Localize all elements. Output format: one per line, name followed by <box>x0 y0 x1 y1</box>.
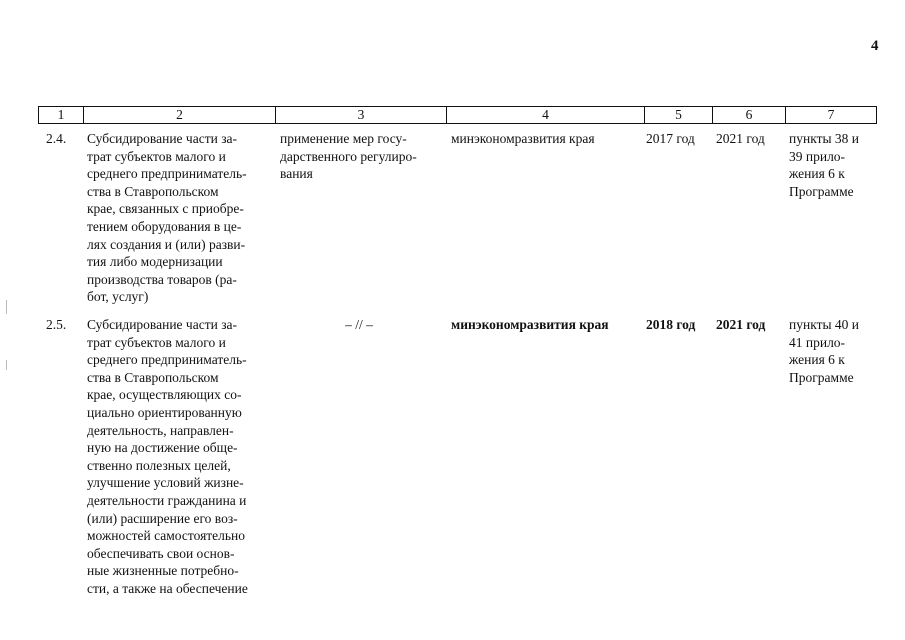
header-col-4: 4 <box>446 107 644 123</box>
table-header-row <box>38 106 877 124</box>
header-col-6: 6 <box>712 107 785 123</box>
header-col-7: 7 <box>785 107 876 123</box>
row-end-year: 2021 год <box>716 131 765 146</box>
header-col-1: 1 <box>57 107 65 122</box>
page-number: 4 <box>871 38 879 54</box>
scan-artifact <box>6 360 7 370</box>
row-executor: минэкономразвития края <box>451 131 595 146</box>
row-number: 2.4. <box>46 131 67 146</box>
row-number: 2.5. <box>46 317 67 332</box>
row-measure: – // – <box>345 317 373 332</box>
header-col-3: 3 <box>275 107 446 123</box>
scan-artifact <box>6 300 7 314</box>
row-end-year: 2021 год <box>716 317 766 332</box>
row-description: Субсидирование части за- трат субъектов малого и среднего предприниматель- ства в Ставропольском крае, связанных с приобре- тением оборудования в це- лях создания и (или) разви- тия либо модернизации производства товаров (ра- бот, услуг) <box>87 131 247 305</box>
row-references: пункты 38 и 39 прило- жения 6 к Программе <box>789 131 860 199</box>
row-references: пункты 40 и 41 прило- жения 6 к Программе <box>789 317 860 385</box>
row-executor: минэкономразвития края <box>451 317 609 332</box>
row-start-year: 2017 год <box>646 131 695 146</box>
row-start-year: 2018 год <box>646 317 696 332</box>
row-measure: применение мер госу- дарственного регулиро- вания <box>280 131 417 182</box>
header-col-5: 5 <box>644 107 712 123</box>
header-col-2: 2 <box>83 107 275 123</box>
row-description: Субсидирование части за- трат субъектов малого и среднего предприниматель- ства в Ставропольском крае, осуществляющих со- циально ориентированную деятельность, направлен- ную на достижение обще- ственно полезных целей, улучшение условий жизне- деятельности гражданина и (или) расширение его воз- можностей самостоятельно обеспечивать свои основ- ные жизненные потребно- сти, а также на обеспечение <box>87 317 248 596</box>
